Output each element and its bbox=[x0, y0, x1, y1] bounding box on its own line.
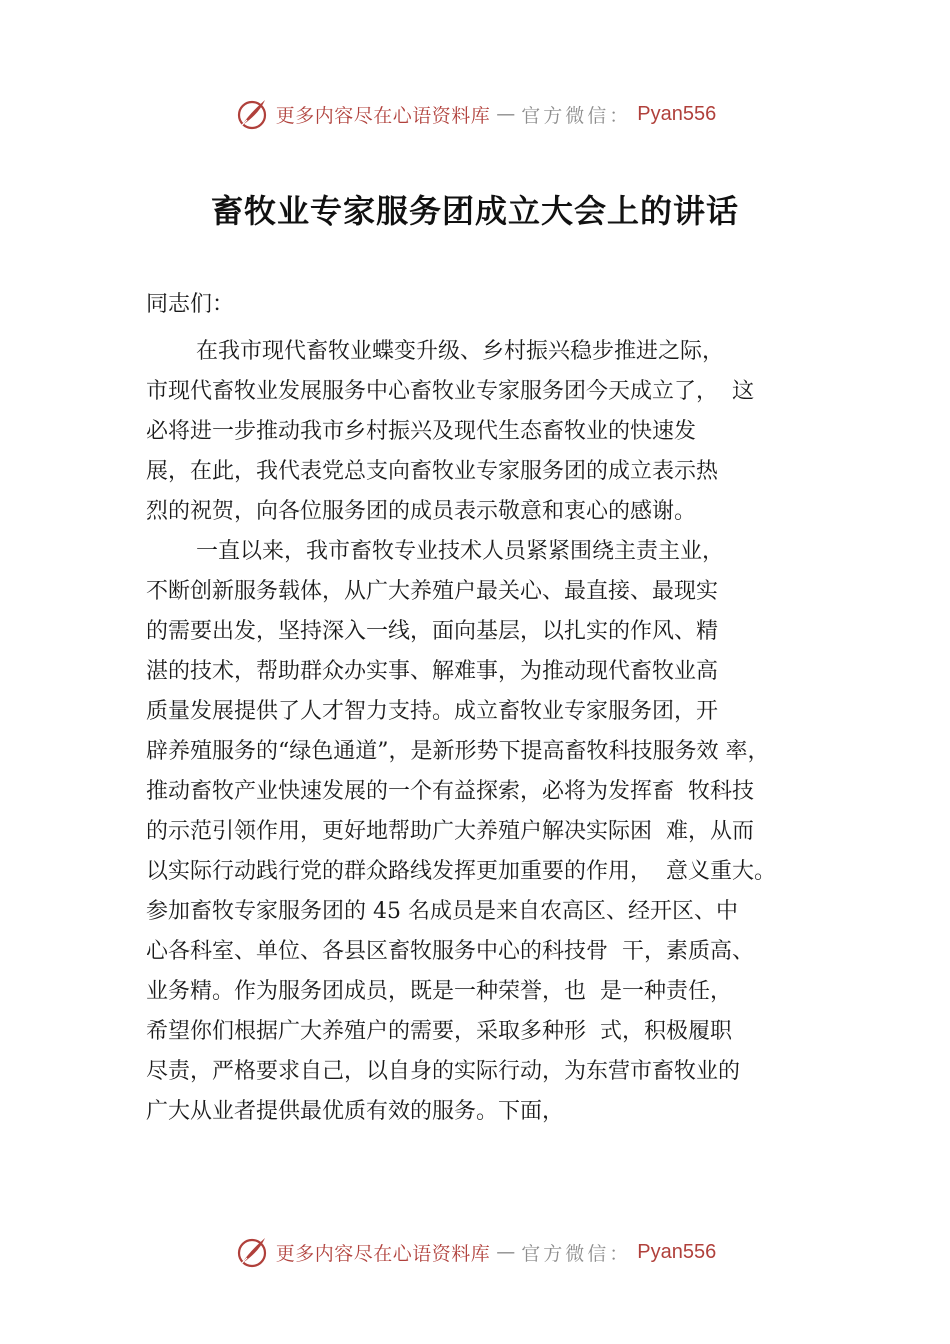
banner-brand-text: 更多内容尽在心语资料库 bbox=[275, 104, 491, 127]
banner-separator: — bbox=[496, 103, 516, 125]
banner-wechat-id: Pyan556 bbox=[637, 102, 717, 125]
body-line: 尽责，严格要求自己，以自身的实际行动，为东营市畜牧业的 bbox=[146, 1059, 741, 1084]
body-line: 的示范引领作用，更好地帮助广大养殖户解决实际困 难，从而 bbox=[146, 819, 754, 844]
body-line: 展，在此，我代表党总支向畜牧业专家服务团的成立表示热 bbox=[146, 459, 719, 484]
banner-brand-text: 更多内容尽在心语资料库 bbox=[275, 1242, 491, 1265]
quill-pen-logo-icon bbox=[234, 96, 270, 132]
banner-wechat-label: 官方微信： bbox=[521, 104, 632, 127]
body-line: 烈的祝贺，向各位服务团的成员表示敬意和衷心的感谢。 bbox=[146, 499, 697, 524]
body-line: 心各科室、单位、各县区畜牧服务中心的科技骨 干，素质高、 bbox=[146, 939, 754, 964]
body-line: 参加畜牧专家服务团的 45 名成员是来自农高区、经开区、中 bbox=[146, 899, 738, 924]
body-line: 必将进一步推动我市乡村振兴及现代生态畜牧业的快速发 bbox=[146, 419, 697, 444]
document-title: 畜牧业专家服务团成立大会上的讲话 bbox=[210, 192, 739, 230]
header-banner bbox=[0, 94, 950, 134]
body-line: 广大从业者提供最优质有效的服务。下面， bbox=[146, 1099, 565, 1124]
banner-wechat-label: 官方微信： bbox=[521, 1242, 632, 1265]
body-line: 的需要出发，坚持深入一线，面向基层，以扎实的作风、精 bbox=[146, 619, 719, 644]
body-line: 希望你们根据广大养殖户的需要，采取多种形 式，积极履职 bbox=[146, 1019, 732, 1044]
footer-banner bbox=[0, 1232, 950, 1272]
body-line: 质量发展提供了人才智力支持。成立畜牧业专家服务团，开 bbox=[146, 699, 719, 724]
document-salutation: 同志们： bbox=[146, 292, 235, 317]
body-line: 业务精。作为服务团成员，既是一种荣誉，也 是一种责任， bbox=[146, 979, 732, 1004]
body-line: 一直以来，我市畜牧专业技术人员紧紧围绕主责主业， bbox=[196, 539, 725, 564]
body-line: 推动畜牧产业快速发展的一个有益探索，必将为发挥畜 牧科技 bbox=[146, 779, 754, 804]
banner-separator: — bbox=[496, 1241, 516, 1263]
body-line: 以实际行动践行党的群众路线发挥更加重要的作用， 意义重大。 bbox=[146, 859, 776, 884]
body-line: 辟养殖服务的“绿色通道”，是新形势下提高畜牧科技服务效 率， bbox=[146, 739, 770, 764]
banner-wechat-id: Pyan556 bbox=[637, 1240, 717, 1263]
quill-pen-logo-icon bbox=[234, 1234, 270, 1270]
body-line: 在我市现代畜牧业蝶变升级、乡村振兴稳步推进之际， bbox=[196, 339, 725, 364]
body-line: 湛的技术，帮助群众办实事、解难事，为推动现代畜牧业高 bbox=[146, 659, 719, 684]
document-body bbox=[146, 332, 866, 1132]
body-line: 不断创新服务载体，从广大养殖户最关心、最直接、最现实 bbox=[146, 579, 719, 604]
body-line: 市现代畜牧业发展服务中心畜牧业专家服务团今天成立了， 这 bbox=[146, 379, 754, 404]
